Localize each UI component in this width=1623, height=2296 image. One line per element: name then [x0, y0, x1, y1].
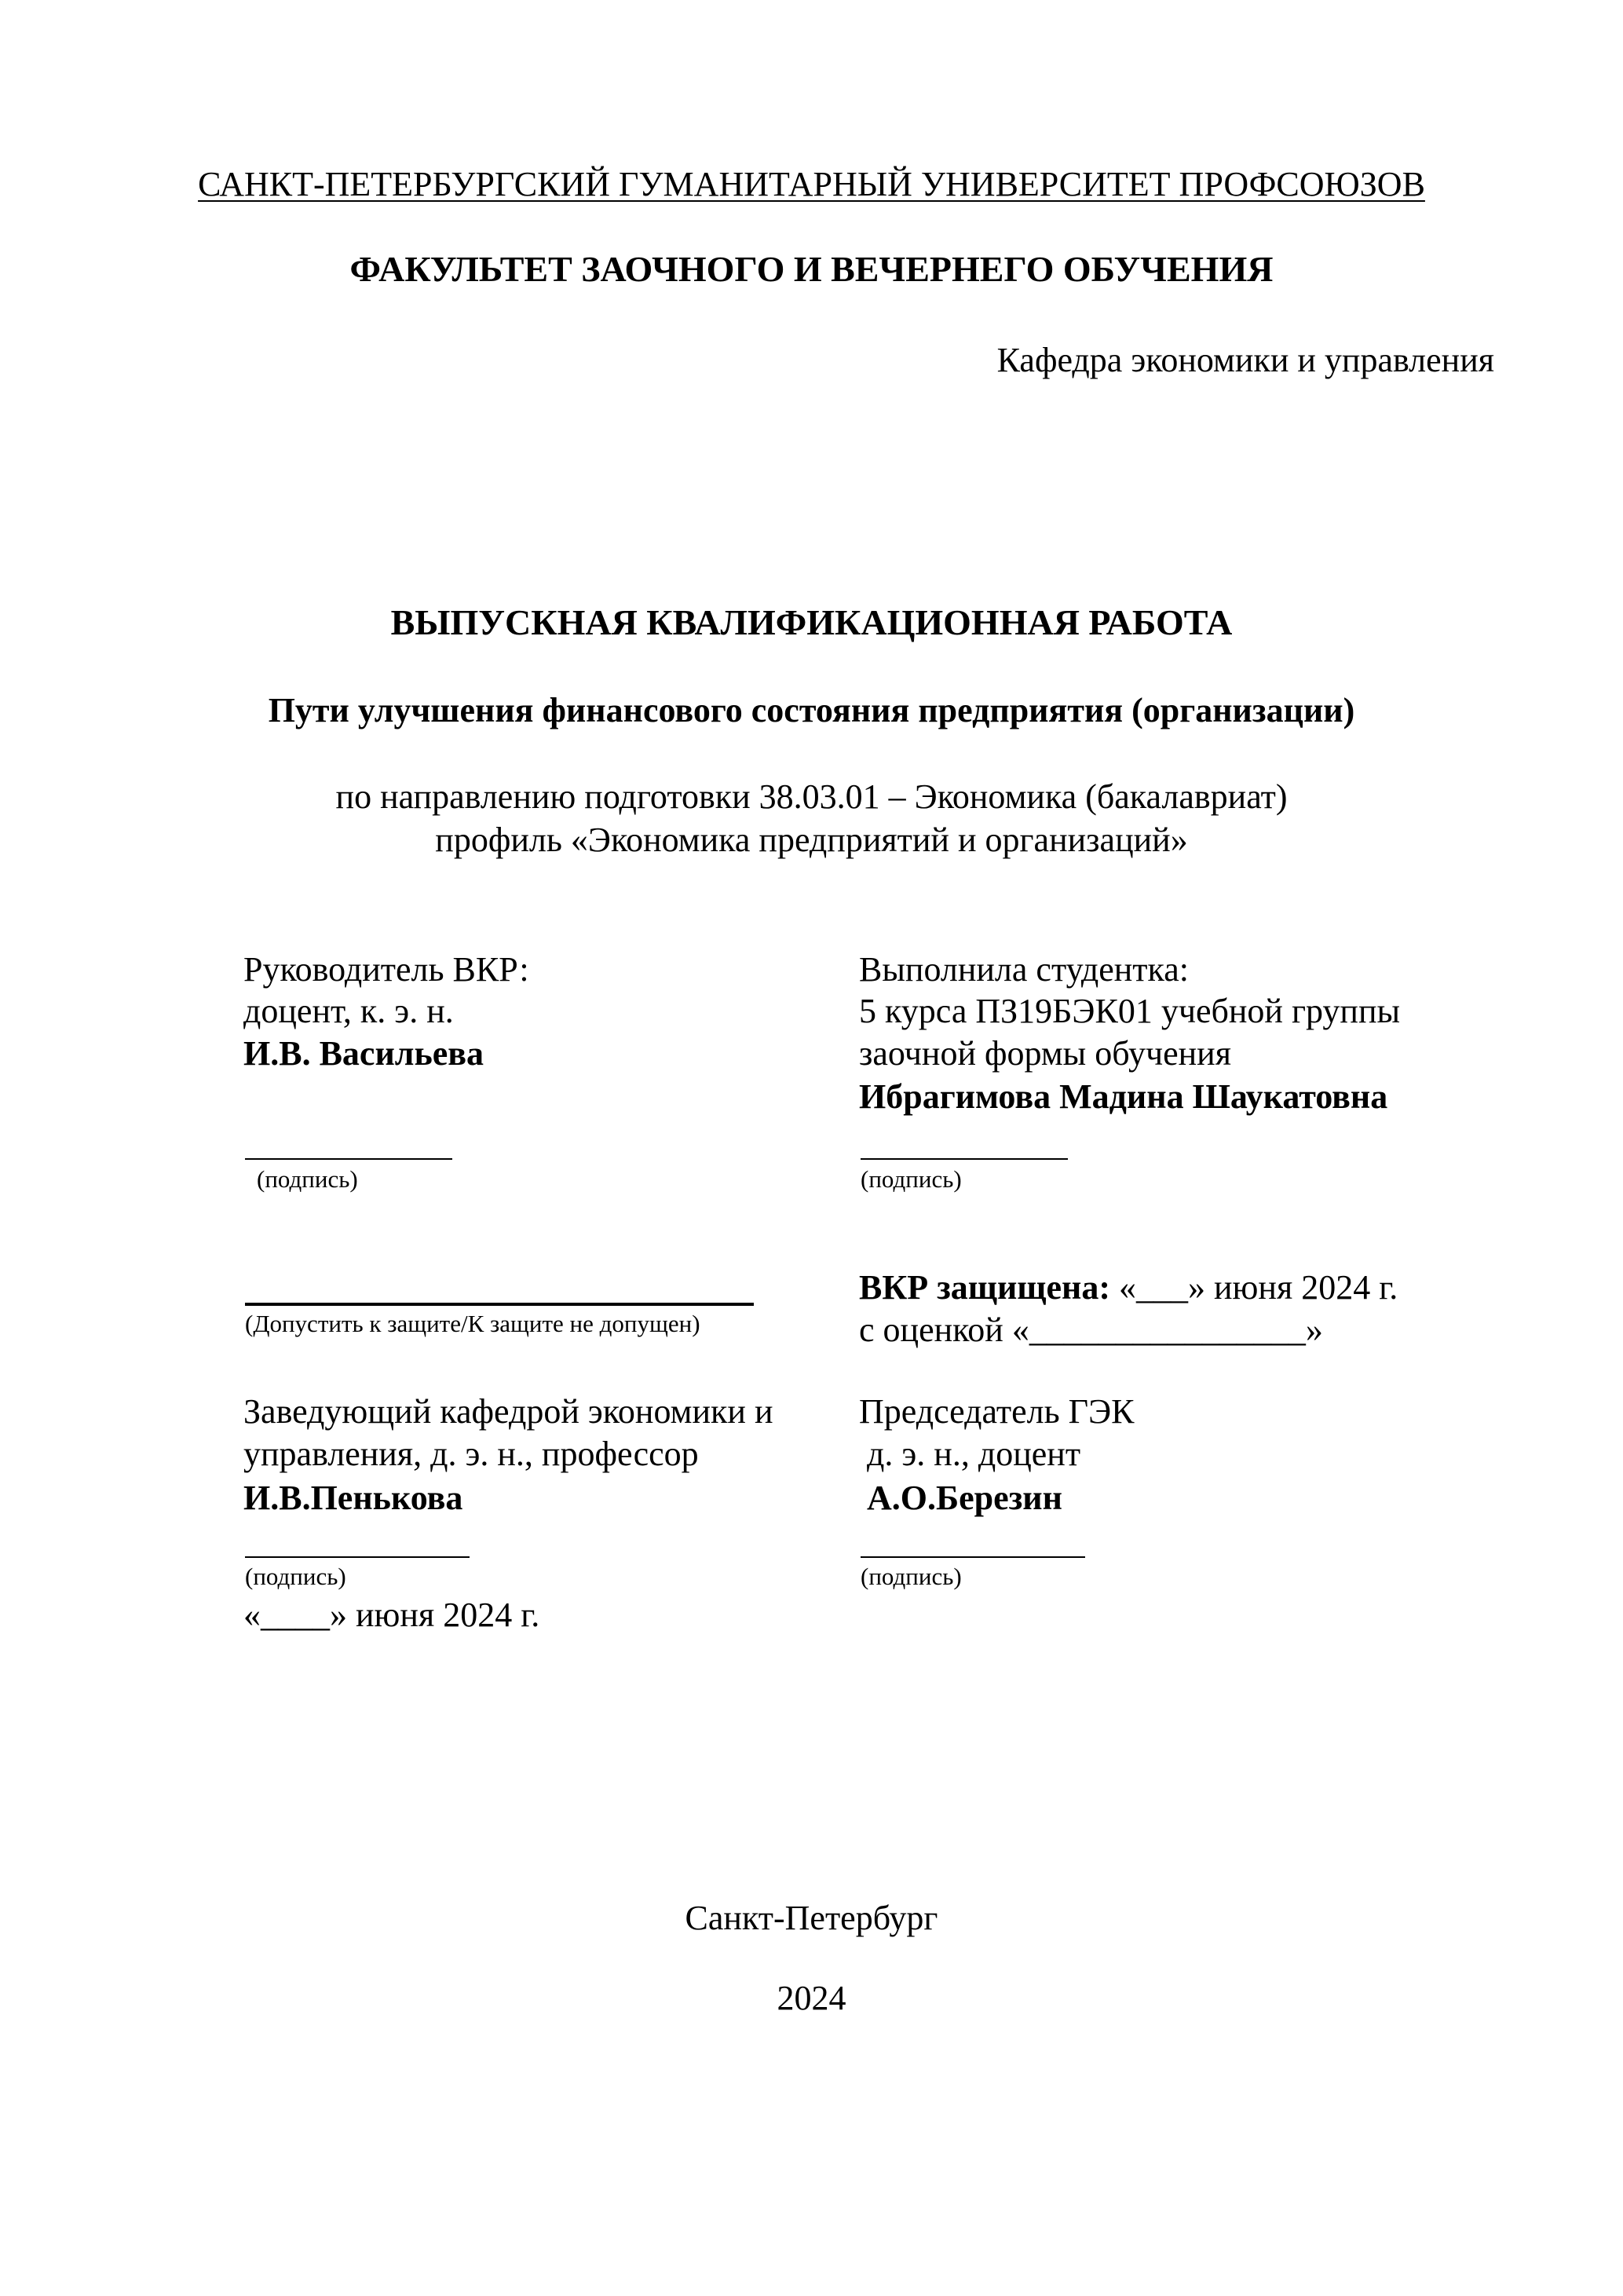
- student-name: Ибрагимова Мадина Шаукатовна: [859, 1077, 1388, 1116]
- department-name: Кафедра экономики и управления: [996, 341, 1494, 379]
- defense-date: «___» июня 2024 г.: [1119, 1268, 1398, 1307]
- study-profile: профиль «Экономика предприятий и организаций»: [435, 821, 1188, 859]
- student-label: Выполнила студентка:: [859, 950, 1189, 989]
- head-signature-line: [245, 1556, 470, 1558]
- supervisor-name: И.В. Васильева: [243, 1034, 484, 1073]
- supervisor-position: доцент, к. э. н.: [243, 992, 454, 1030]
- gek-chair-signature-caption: (подпись): [861, 1563, 962, 1590]
- gek-chair-label: Председатель ГЭК: [859, 1392, 1135, 1431]
- supervisor-signature-line: [245, 1158, 452, 1160]
- work-type-title: ВЫПУСКНАЯ КВАЛИФИКАЦИОННАЯ РАБОТА: [390, 602, 1233, 642]
- head-position-line2: управления, д. э. н., профессор: [243, 1435, 699, 1473]
- admission-decision-line: [245, 1303, 754, 1306]
- head-position-line1: Заведующий кафедрой экономики и: [243, 1392, 773, 1431]
- student-signature-line: [861, 1158, 1068, 1160]
- supervisor-signature-caption: (подпись): [257, 1165, 358, 1193]
- defense-grade: с оценкой «________________»: [859, 1311, 1323, 1349]
- student-signature-caption: (подпись): [861, 1165, 962, 1193]
- head-signature-caption: (подпись): [245, 1563, 346, 1590]
- footer-city: Санкт-Петербург: [685, 1899, 938, 1937]
- gek-chair-position: д. э. н., доцент: [867, 1435, 1081, 1473]
- study-direction: по направлению подготовки 38.03.01 – Экономика (бакалавриат): [335, 777, 1288, 816]
- university-name: САНКТ-ПЕТЕРБУРГСКИЙ ГУМАНИТАРНЫЙ УНИВЕРСИТЕТ ПРОФСОЮЗОВ: [198, 165, 1425, 203]
- thesis-topic: Пути улучшения финансового состояния предприятия (организации): [268, 691, 1355, 729]
- student-group: 5 курса ПЗ19БЭК01 учебной группы: [859, 992, 1401, 1030]
- admission-decision-caption: (Допустить к защите/К защите не допущен): [245, 1310, 700, 1337]
- footer-year: 2024: [777, 1979, 846, 2017]
- head-name: И.В.Пенькова: [243, 1479, 463, 1517]
- defense-label: ВКР защищена:: [859, 1268, 1110, 1307]
- defense-date-line: [859, 1270, 1398, 1305]
- faculty-name: ФАКУЛЬТЕТ ЗАОЧНОГО И ВЕЧЕРНЕГО ОБУЧЕНИЯ: [349, 249, 1274, 289]
- gek-chair-signature-line: [861, 1556, 1085, 1558]
- student-study-form: заочной формы обучения: [859, 1034, 1231, 1073]
- supervisor-label: Руководитель ВКР:: [243, 950, 529, 989]
- gek-chair-name: А.О.Березин: [867, 1479, 1063, 1517]
- head-signature-date: «____» июня 2024 г.: [243, 1596, 540, 1634]
